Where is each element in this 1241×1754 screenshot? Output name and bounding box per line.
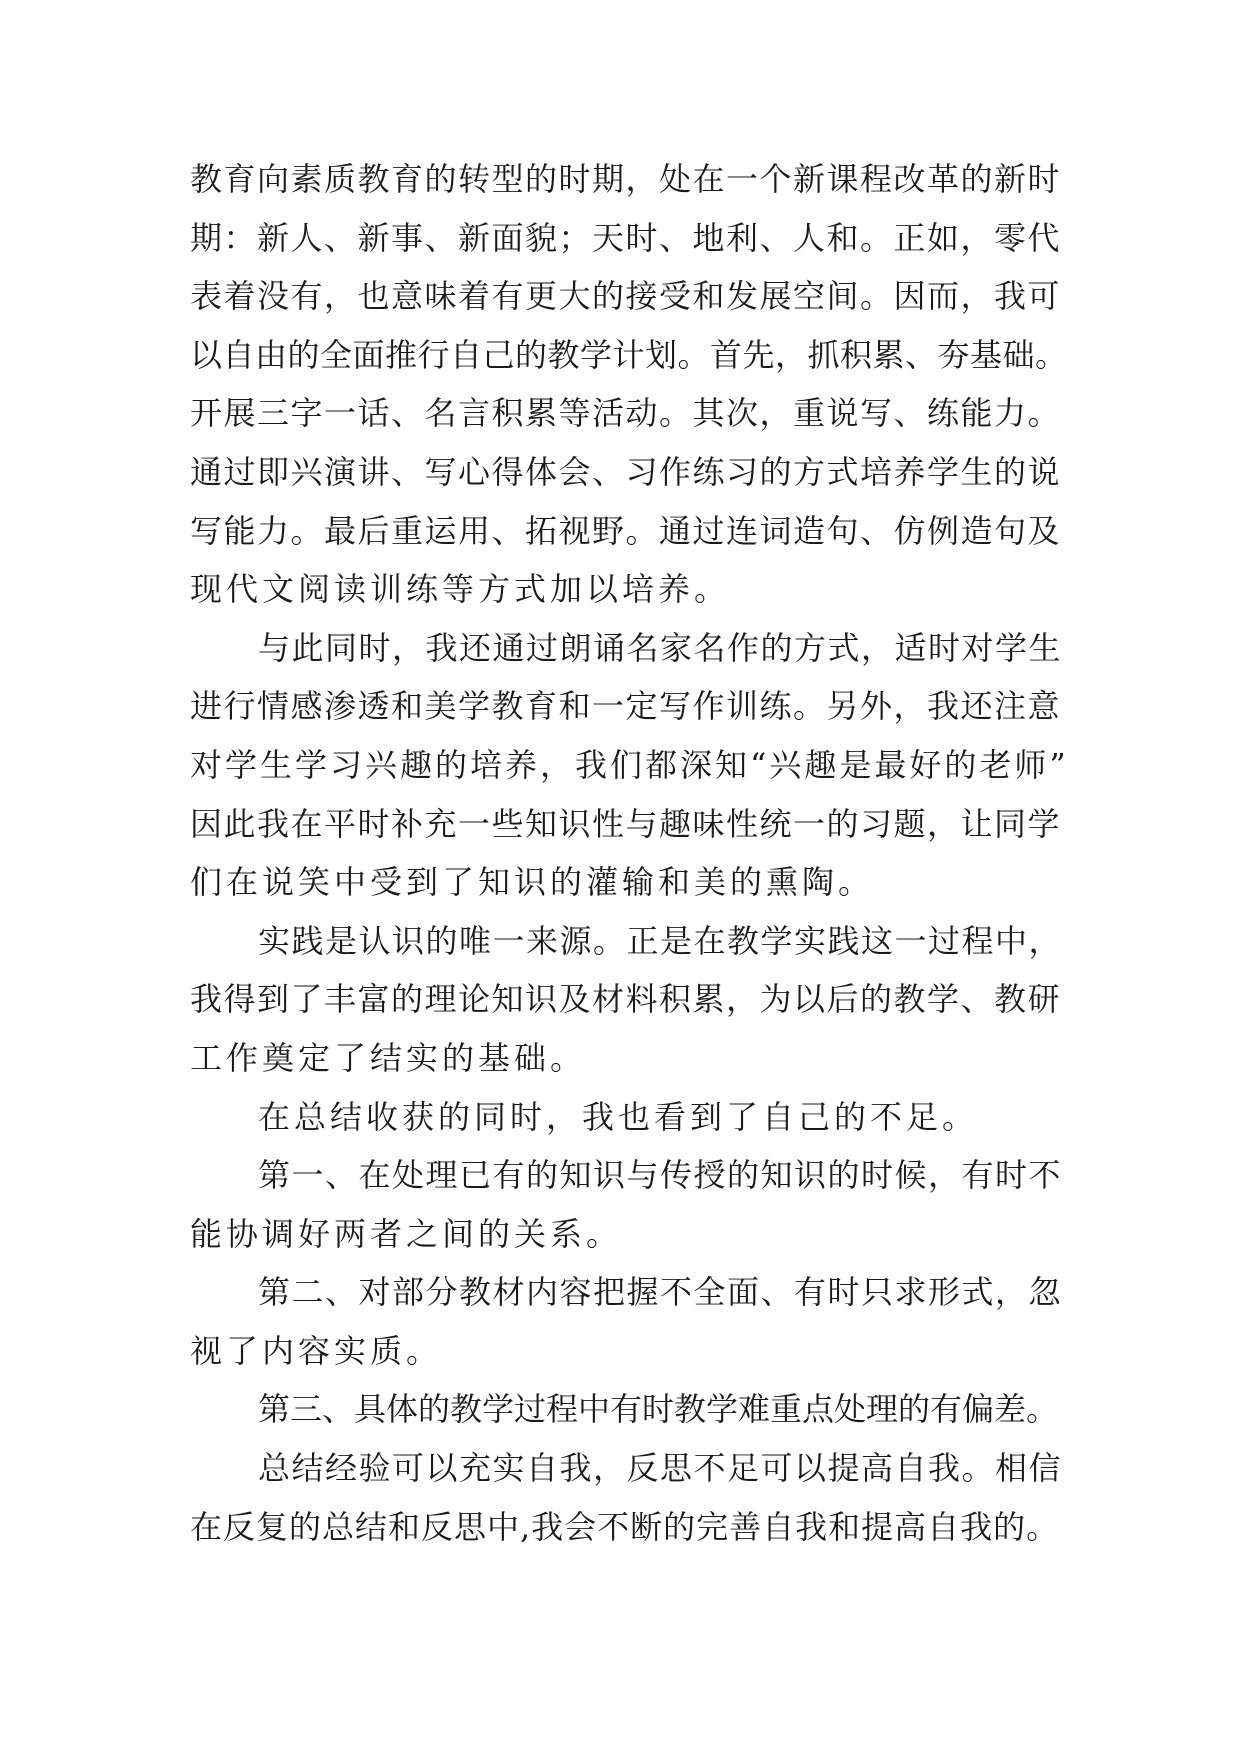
text-line: 期：新人、新事、新面貌；天时、地利、人和。正如，零代 xyxy=(190,218,1062,257)
text-line: 们在说笑中受到了知识的灌输和美的熏陶。 xyxy=(190,863,875,902)
text-line: 表着没有，也意味着有更大的接受和发展空间。因而，我可 xyxy=(190,277,1062,316)
text-line: 第二、对部分教材内容把握不全面、有时只求形式，忽 xyxy=(258,1273,1063,1312)
text-line: 第三、具体的教学过程中有时教学难重点处理的有偏差。 xyxy=(258,1390,1059,1429)
text-line: 写能力。最后重运用、拓视野。通过连词造句、仿例造句及 xyxy=(190,511,1062,550)
text-line: 通过即兴演讲、写心得体会、习作练习的方式培养学生的说 xyxy=(190,452,1062,491)
text-line: 现代文阅读训练等方式加以培养。 xyxy=(190,570,731,609)
body-text xyxy=(190,150,1070,1556)
text-line: 教育向素质教育的转型的时期，处在一个新课程改革的新时 xyxy=(190,160,1062,198)
text-line: 能协调好两者之间的关系。 xyxy=(190,1214,623,1253)
text-line: 在总结收获的同时，我也看到了自己的不足。 xyxy=(258,1097,979,1136)
text-line: 总结经验可以充实自我，反思不足可以提高自我。相信 xyxy=(258,1449,1063,1488)
text-line: 以自由的全面推行自己的教学计划。首先，抓积累、夯基础。 xyxy=(190,335,1068,374)
text-line: 因此我在平时补充一些知识性与趣味性统一的习题，让同学 xyxy=(190,804,1062,843)
text-line: 工作奠定了结实的基础。 xyxy=(190,1038,587,1077)
text-line: 视了内容实质。 xyxy=(190,1331,443,1370)
text-line: 在反复的总结和反思中,我会不断的完善自我和提高自我的。 xyxy=(190,1507,1060,1546)
text-line: 第一、在处理已有的知识与传授的知识的时候，有时不 xyxy=(258,1156,1063,1195)
text-line: 实践是认识的唯一来源。正是在教学实践这一过程中， xyxy=(258,921,1063,960)
text-line: 我得到了丰富的理论知识及材料积累，为以后的教学、教研 xyxy=(190,980,1062,1019)
text-line: 进行情感渗透和美学教育和一定写作训练。另外，我还注意 xyxy=(190,687,1062,726)
text-line: 与此同时，我还通过朗诵名家名作的方式，适时对学生 xyxy=(258,628,1063,667)
text-line: 开展三字一话、名言积累等活动。其次，重说写、练能力。 xyxy=(190,394,1062,433)
text-line: 对学生学习兴趣的培养，我们都深知“兴趣是最好的老师” xyxy=(190,745,1069,784)
